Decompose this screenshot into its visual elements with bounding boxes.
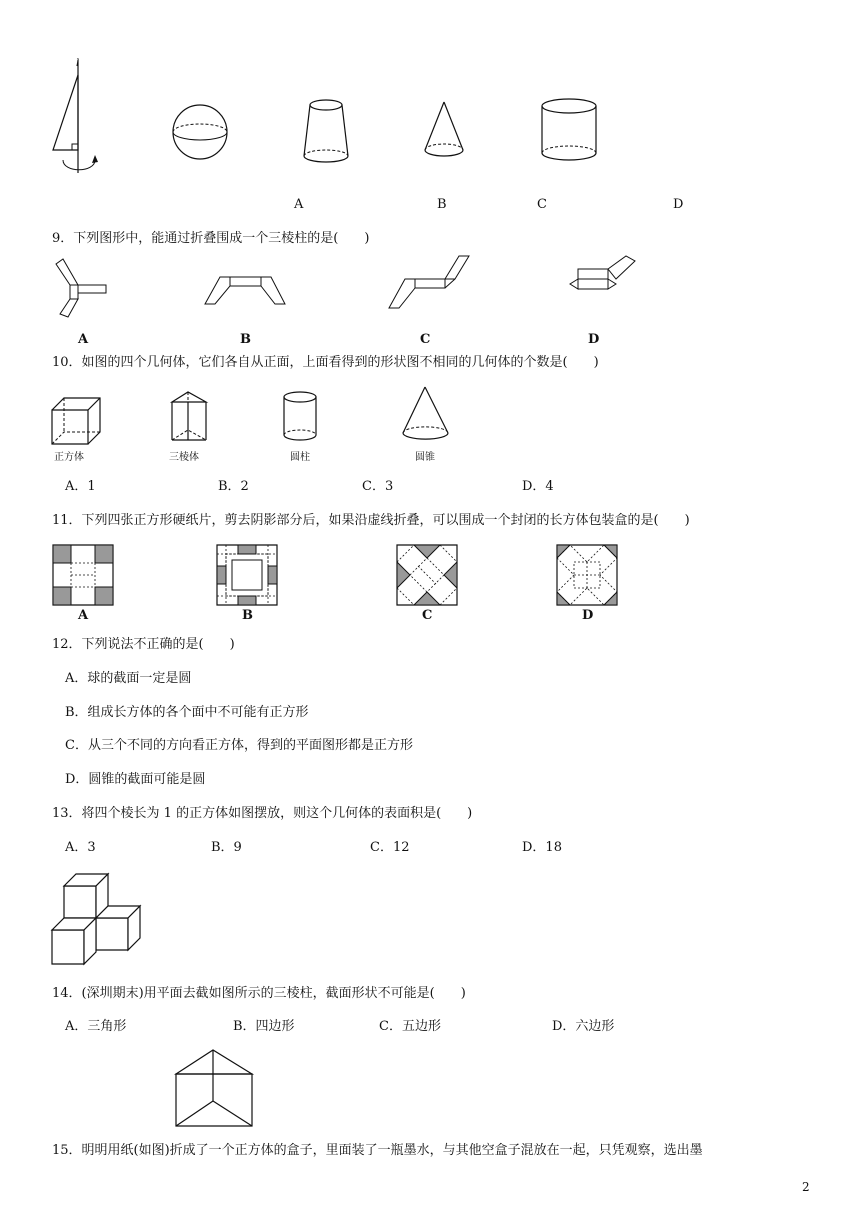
q15-question: 15．明明用纸(如图)折成了一个正方体的盒子，里面装了一瓶墨水，与其他空盒子混放在一起，只凭观察，选出墨 <box>52 1143 703 1158</box>
q10-prism-figure <box>168 390 216 446</box>
page-number: 2 <box>802 1180 810 1194</box>
q14-option-d[interactable]: D．六边形 <box>552 1019 615 1034</box>
q9-net-d <box>568 256 640 296</box>
q11-question: 11．下列四张正方形硬纸片，剪去阴影部分后，如果沿虚线折叠，可以围成一个封闭的长方体包装盒的是( ) <box>52 513 690 528</box>
q11-card-d <box>556 544 618 606</box>
q10-option-d[interactable]: D．4 <box>522 479 554 494</box>
q10-option-b[interactable]: B．2 <box>218 479 249 494</box>
q9-question: 9．下列图形中，能通过折叠围成一个三棱柱的是( ) <box>52 231 370 246</box>
q14-option-c[interactable]: C．五边形 <box>379 1019 441 1034</box>
q10-question: 10．如图的四个几何体，它们各自从正面，上面看得到的形状图不相同的几何体的个数是( ) <box>52 355 599 370</box>
q14-option-a[interactable]: A．三角形 <box>65 1019 127 1034</box>
q10-option-c[interactable]: C．3 <box>362 479 394 494</box>
q8-option-a[interactable]: A <box>294 197 304 212</box>
q8-cylinder-figure <box>540 98 602 168</box>
q8-option-c[interactable]: C <box>537 197 547 212</box>
q10-cube-figure <box>50 396 106 450</box>
q13-cubes-figure <box>50 870 150 970</box>
q8-option-b[interactable]: B <box>437 197 447 212</box>
q11-label-a: A <box>78 608 89 623</box>
q9-label-a: A <box>78 332 89 347</box>
q11-label-b: B <box>242 608 253 623</box>
q11-card-c <box>396 544 458 606</box>
q9-label-d: D <box>588 332 600 347</box>
q12-option-c[interactable]: C．从三个不同的方向看正方体，得到的平面图形都是正方形 <box>65 738 413 753</box>
q14-option-b[interactable]: B．四边形 <box>233 1019 295 1034</box>
q8-rotation-figure <box>45 55 105 185</box>
q13-option-a[interactable]: A．3 <box>65 840 96 855</box>
q8-cone-figure <box>422 100 472 162</box>
q8-sphere-figure <box>172 104 232 164</box>
q12-option-b[interactable]: B．组成长方体的各个面中不可能有正方形 <box>65 705 309 720</box>
q8-frustum-figure <box>300 98 360 168</box>
q12-option-d[interactable]: D．圆锥的截面可能是圆 <box>65 772 206 787</box>
q9-label-b: B <box>240 332 251 347</box>
q11-card-a <box>52 544 114 606</box>
q13-option-c[interactable]: C．12 <box>370 840 410 855</box>
q8-option-d[interactable]: D <box>673 197 684 212</box>
q13-option-b[interactable]: B．9 <box>211 840 242 855</box>
q11-label-c: C <box>422 608 433 623</box>
q9-net-b <box>203 272 293 322</box>
q12-option-a[interactable]: A．球的截面一定是圆 <box>65 671 192 686</box>
q11-label-d: D <box>582 608 594 623</box>
q9-net-c <box>385 256 475 318</box>
q10-name-prism: 三棱体 <box>169 452 199 463</box>
q10-option-a[interactable]: A．1 <box>65 479 96 494</box>
q10-name-cylinder: 圆柱 <box>290 452 310 463</box>
q11-card-b <box>216 544 278 606</box>
q9-net-a <box>52 256 112 318</box>
q9-label-c: C <box>420 332 431 347</box>
q13-question: 13．将四个棱长为 1 的正方体如图摆放，则这个几何体的表面积是( ) <box>52 806 473 821</box>
q8-axis-label: l <box>76 58 80 69</box>
q12-question: 12．下列说法不正确的是( ) <box>52 637 235 652</box>
q13-option-d[interactable]: D．18 <box>522 840 562 855</box>
q14-prism-figure <box>172 1048 260 1130</box>
q10-cylinder-figure <box>282 391 322 443</box>
q10-name-cube: 正方体 <box>54 452 84 463</box>
q14-question: 14．(深圳期末)用平面去截如图所示的三棱柱，截面形状不可能是( ) <box>52 986 466 1001</box>
q10-name-cone: 圆锥 <box>415 452 435 463</box>
q10-cone-figure <box>400 385 460 447</box>
